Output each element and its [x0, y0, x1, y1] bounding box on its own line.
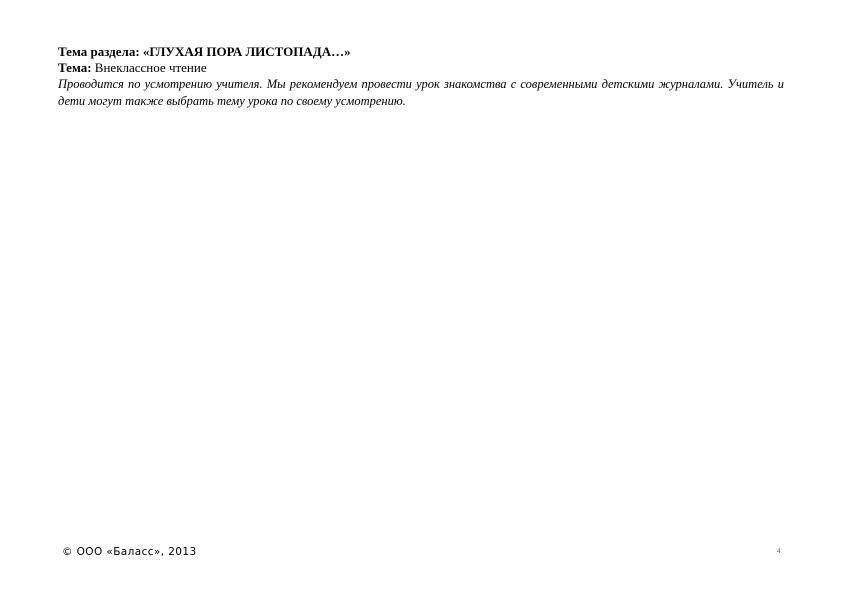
copyright-notice: © ООО «Баласс», 2013: [62, 546, 197, 558]
lesson-description: Проводится по усмотрению учителя. Мы рекомендуем провести урок знакомства с современными детскими журналами. Учитель и дети могут также выбрать тему урока по своему усмотрению.: [58, 77, 784, 108]
topic-heading: [58, 60, 784, 76]
topic-label: Тема:: [58, 60, 92, 75]
section-heading-value: «ГЛУХАЯ ПОРА ЛИСТОПАДА…»: [142, 44, 351, 59]
page-number: 4: [777, 548, 781, 555]
document-body: [58, 44, 784, 110]
topic-value: Внеклассное чтение: [94, 60, 207, 75]
section-heading-label: Тема раздела:: [58, 44, 140, 59]
section-heading: [58, 44, 784, 60]
